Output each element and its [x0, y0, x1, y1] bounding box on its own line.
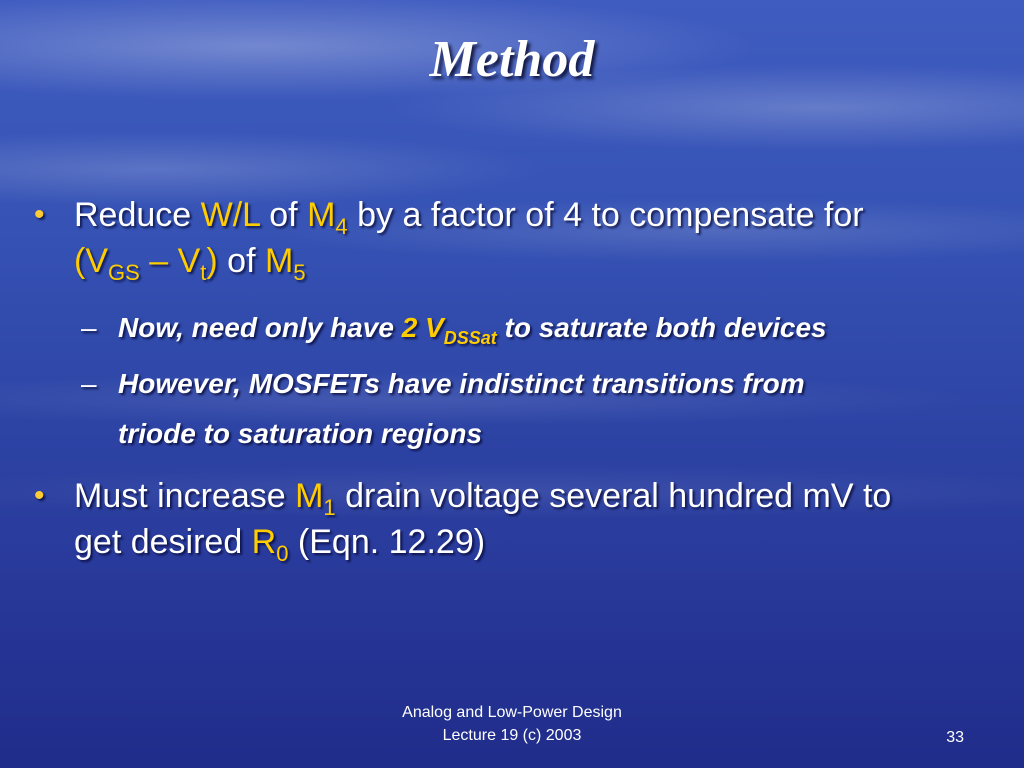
bullet-1 — [34, 192, 994, 285]
footer-course: Analog and Low-Power Design — [402, 704, 622, 721]
sub-bullet-2 — [81, 359, 998, 459]
sub-bullet-1: – Now, need only have 2 $V_{DSSat}$ to saturate both devices — [118, 303, 998, 353]
sub-bullet-2-line-2: triode to saturation regions — [118, 418, 483, 449]
bullet-1-line-2: $(V_{GS} - V_t)$ of $M_5$ — [74, 242, 306, 285]
footer-lecture: Lecture 19 (c) 2003 — [442, 727, 582, 744]
bullet-2-line-2: get desired $R_0$ (Eqn. 12.29) — [74, 523, 486, 566]
bullet-marker: • — [34, 198, 45, 231]
bullet-2 — [34, 473, 1004, 566]
page-number: 33 — [946, 729, 964, 746]
sub-bullet-2-line-1: However, MOSFETs have indistinct transitions from — [118, 368, 805, 399]
sub-bullet-marker: – — [81, 312, 97, 343]
bullet-marker: • — [34, 479, 45, 512]
sub-bullet-marker: – — [81, 368, 97, 399]
slide-footer — [312, 701, 712, 747]
bullet-1-line-1: Reduce W/L of $M_4$ by a factor of 4 to compensate for — [74, 196, 864, 239]
slide-title: Method — [429, 31, 595, 88]
bullet-2-line-1: Must increase $M_1$ drain voltage several hundred mV to — [74, 477, 892, 520]
